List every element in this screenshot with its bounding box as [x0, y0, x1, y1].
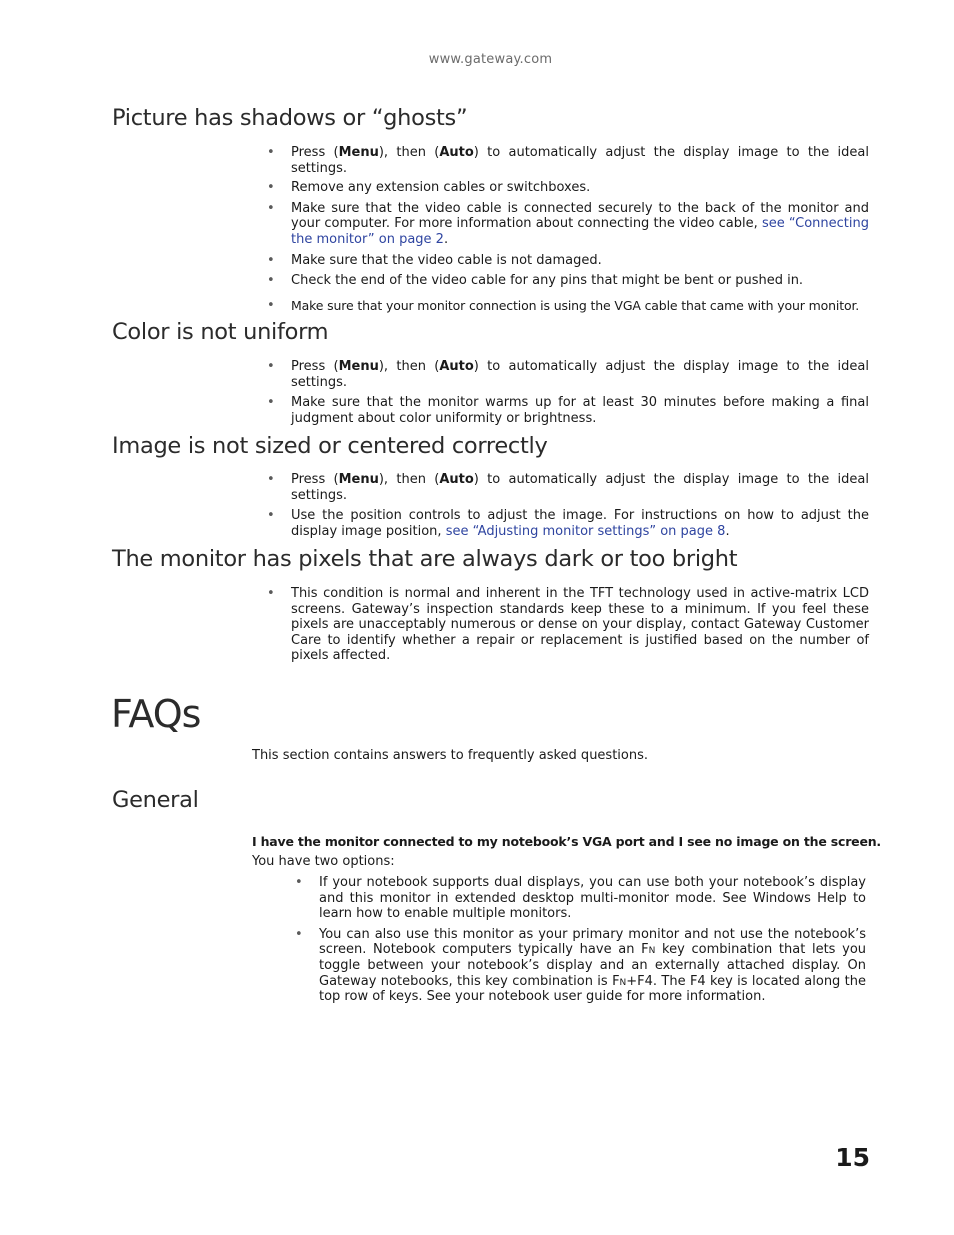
faqs-intro: This section contains answers to frequently asked questions. [252, 748, 649, 763]
bullet-icon: • [267, 472, 275, 487]
color-list [267, 359, 869, 426]
list-item: • Press (Menu), then (Auto) to automatically adjust the display image to the ideal settings. [267, 472, 869, 503]
section-title-ghosts: Picture has shadows or “ghosts” [112, 105, 468, 131]
list-item: • Make sure that your monitor connection is using the VGA cable that came with your monitor. [267, 297, 860, 313]
link-adjusting-settings[interactable]: see “Adjusting monitor settings” on page 8 [445, 523, 726, 539]
section-title-pixels: The monitor has pixels that are always dark or too bright [112, 546, 738, 572]
list-item: • If your notebook supports dual displays, you can use both your notebook’s display and this monitor in extended desktop multi-monitor mode. See Windows Help to learn how to enable multiple monitors. [295, 875, 866, 922]
list-item: • Make sure that the video cable is not damaged. [267, 252, 602, 268]
pixels-list [267, 586, 869, 664]
bullet-icon: • [267, 359, 275, 374]
list-item: • Press (Menu), then (Auto) to automatically adjust the display image to the ideal settings. [267, 145, 869, 176]
menu-key: Menu [338, 472, 379, 487]
bullet-icon: • [267, 200, 275, 216]
list-item: • Make sure that the video cable is connected securely to the back of the monitor and your computer. For more information about connecting the video cable, see “Connecting the monitor” on page 2. [267, 200, 869, 247]
list-item: • You can also use this monitor as your primary monitor and not use the notebook’s screen. Notebook computers typically have an Fn key combination that lets you toggle between your notebook’s display and an externally attached display. On Gateway notebooks, this key combination is Fn+F4. The F4 key is located along the top row of keys. See your notebook user guide for more information. [295, 926, 867, 1005]
bullet-icon: • [267, 180, 275, 196]
bullet-icon: • [267, 252, 275, 268]
faq-options-list [295, 875, 867, 1005]
link-connecting-monitor[interactable]: see “Connecting the monitor” on page 2 [291, 216, 869, 247]
section-title-general: General [112, 787, 199, 813]
bullet-icon: • [267, 273, 275, 289]
fn-f4-key: Fn+F4 [612, 973, 653, 989]
faq-answer-intro: You have two options: [252, 854, 395, 869]
list-item: • Check the end of the video cable for any pins that might be bent or pushed in. [267, 273, 804, 289]
bullet-icon: • [267, 586, 275, 601]
section-title-sizing: Image is not sized or centered correctly [112, 433, 548, 459]
bullet-icon: • [267, 145, 275, 160]
faq-question: I have the monitor connected to my notebook’s VGA port and I see no image on the screen. [252, 834, 881, 849]
list-item: • Press (Menu), then (Auto) to automatically adjust the display image to the ideal settings. [267, 359, 869, 390]
menu-key: Menu [338, 359, 379, 374]
page-number: 15 [835, 1143, 870, 1172]
bullet-icon: • [267, 508, 275, 524]
list-item: • Make sure that the monitor warms up for at least 30 minutes before making a final judgment about color uniformity or brightness. [267, 395, 869, 426]
ghosts-list [267, 145, 869, 313]
bullet-icon: • [267, 297, 275, 313]
auto-key: Auto [439, 472, 474, 487]
list-item: • Remove any extension cables or switchboxes. [267, 180, 591, 196]
auto-key: Auto [439, 145, 474, 160]
bullet-icon: • [295, 926, 303, 942]
header-url: www.gateway.com [428, 52, 553, 67]
faqs-title: FAQs [111, 692, 201, 736]
sizing-list [267, 472, 869, 539]
list-item: • This condition is normal and inherent in the TFT technology used in active-matrix LCD screens. Gateway’s inspection standards keep these to a minimum. If you feel these pixels are unacceptably numerous or dense on your display, contact Gateway Customer Care to identify whether a repair or replacement is justified based on the number of pixels affected. [267, 586, 869, 664]
bullet-icon: • [267, 395, 275, 411]
bullet-icon: • [295, 875, 303, 890]
section-title-color: Color is not uniform [112, 319, 329, 345]
auto-key: Auto [439, 359, 474, 374]
list-item: • Use the position controls to adjust the image. For instructions on how to adjust the display image position, see “Adjusting monitor settings” on page 8. [267, 508, 869, 539]
menu-key: Menu [338, 145, 379, 160]
fn-key: Fn [641, 942, 656, 958]
